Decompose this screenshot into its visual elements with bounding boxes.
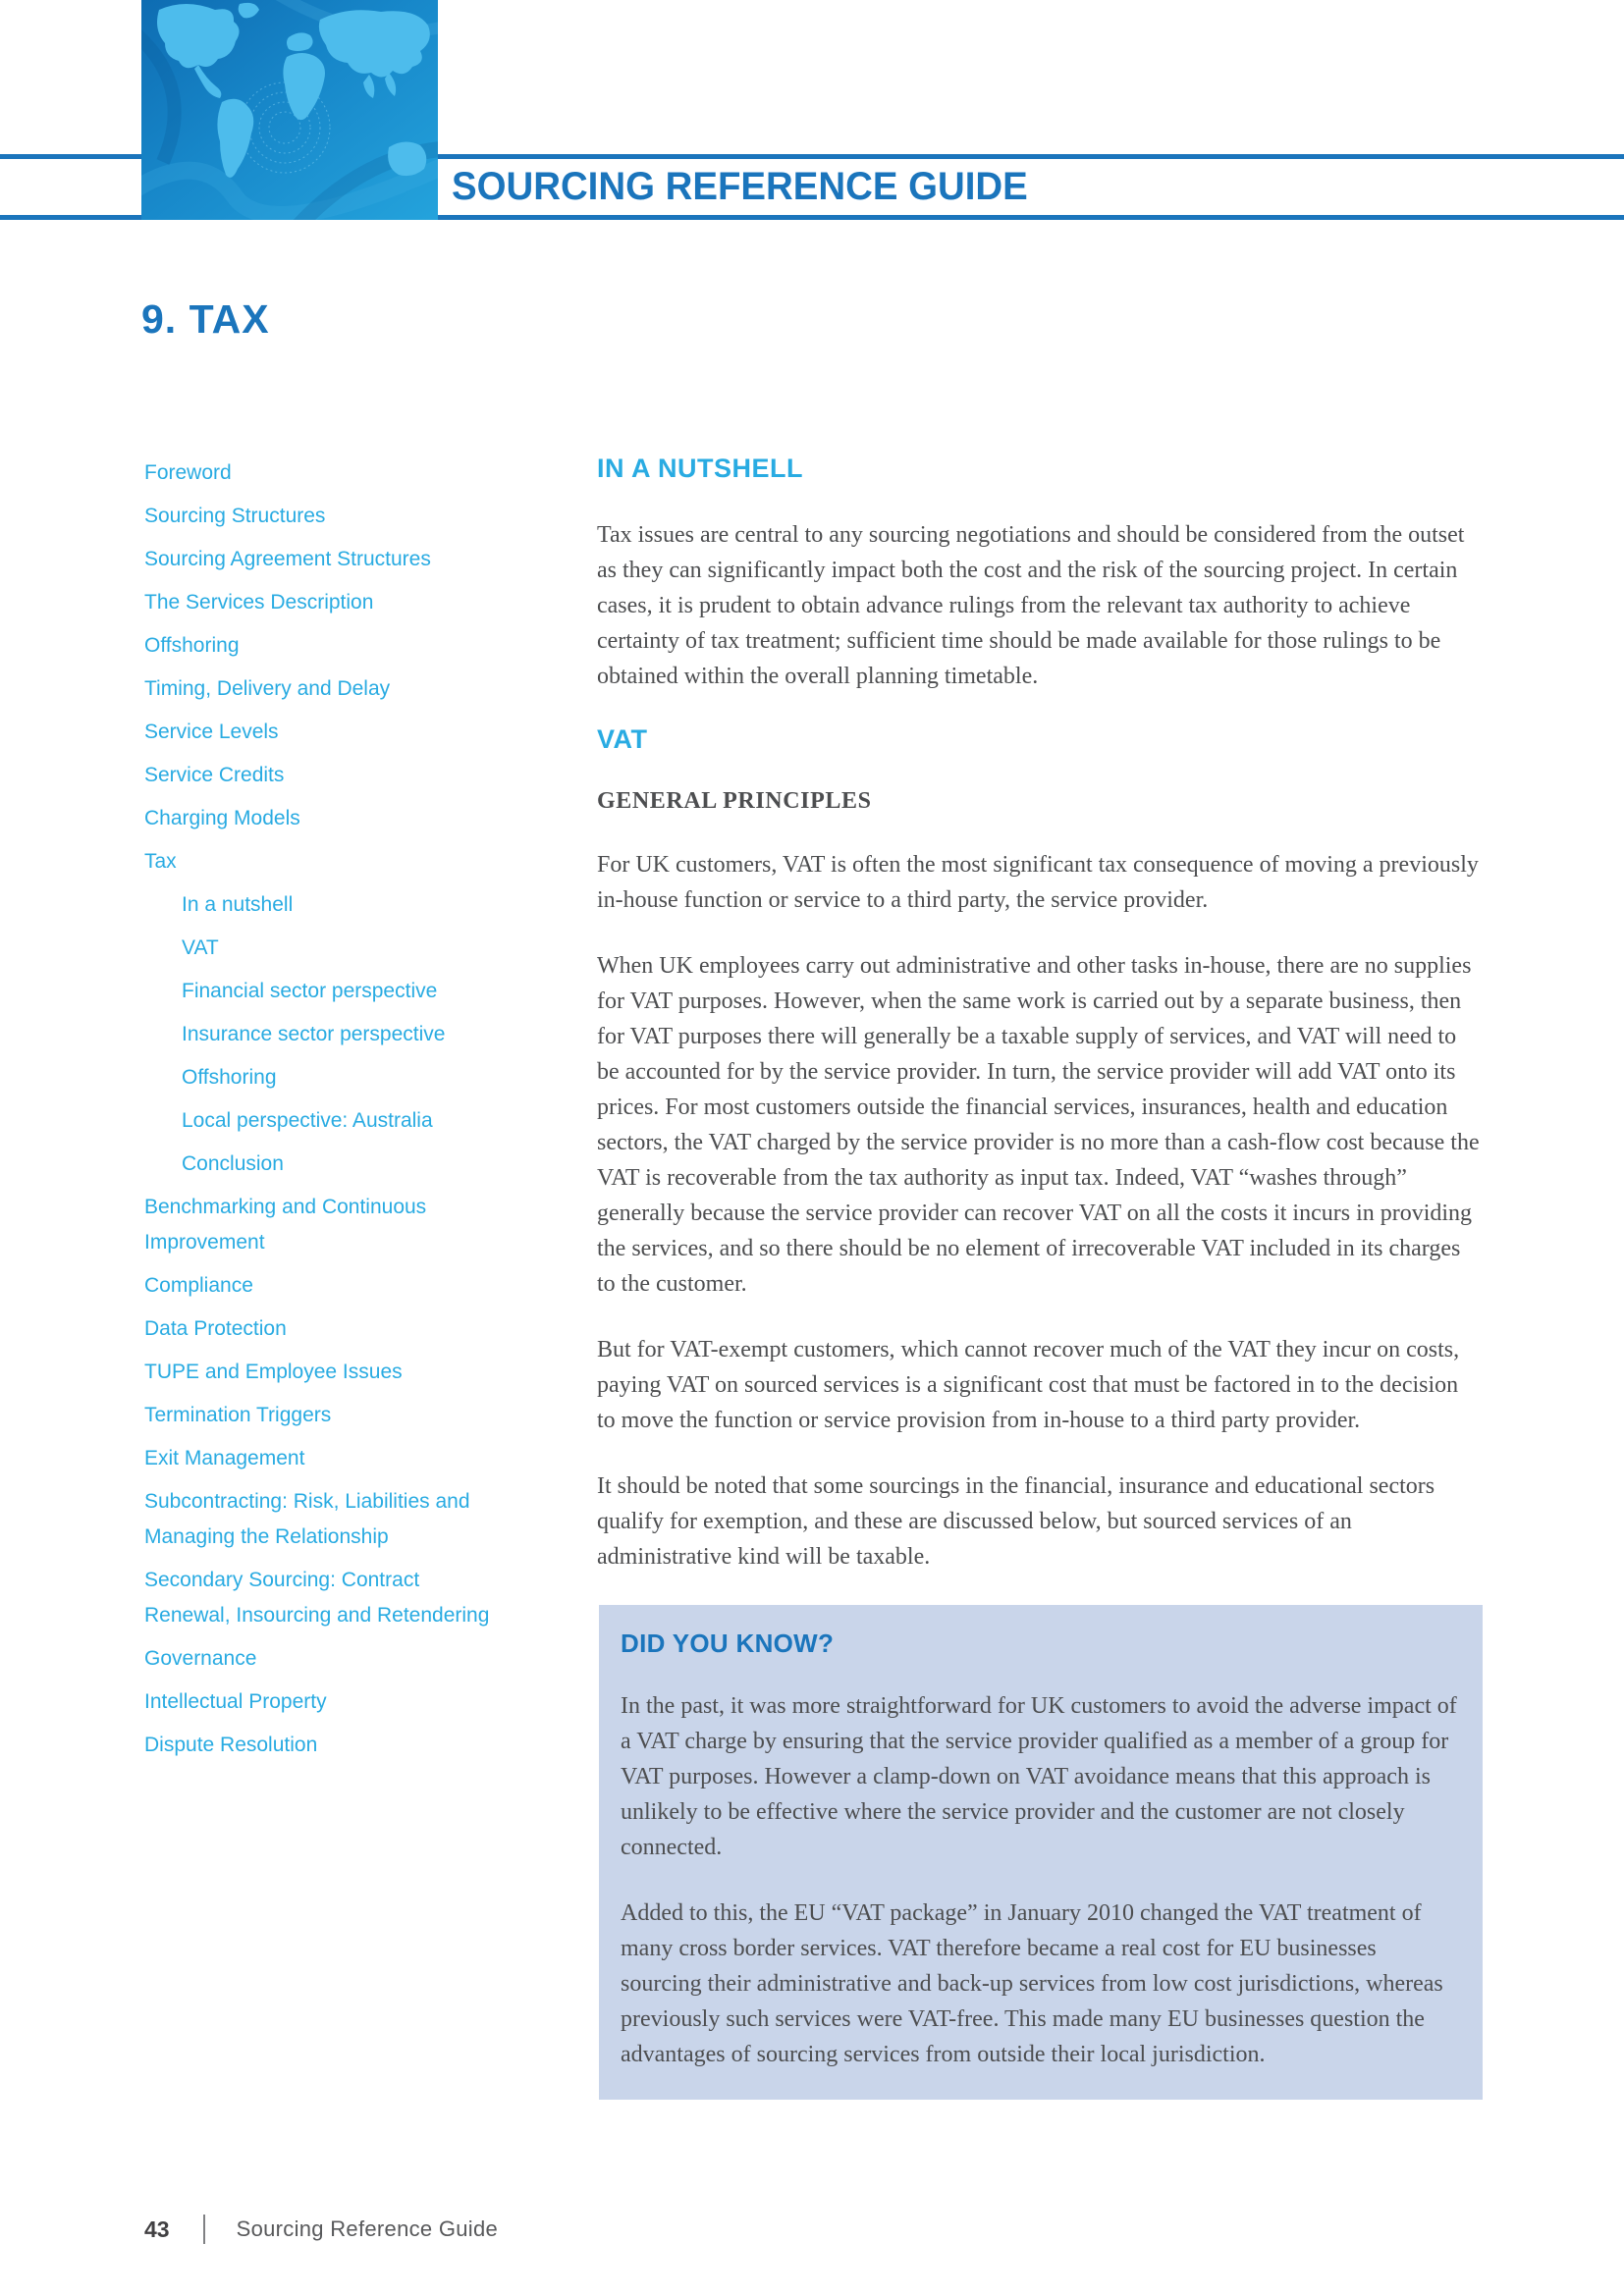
- sidebar-item[interactable]: Termination Triggers: [144, 1404, 332, 1426]
- did-you-know-paragraph: Added to this, the EU “VAT package” in January 2010 changed the VAT treatment of many cross border services. VAT therefore became a real cost for EU businesses sourcing their administrative and back-up services from low cost jurisdictions, whereas previously such services were VAT-free. This made many EU businesses question the advantages of sourcing services from outside their local jurisdiction.: [621, 1900, 1443, 2067]
- sidebar-item[interactable]: Foreword: [144, 461, 232, 484]
- sidebar-item[interactable]: Service Levels: [144, 721, 279, 743]
- page-footer: [144, 2215, 498, 2244]
- toc-list: [144, 455, 490, 1763]
- sidebar-item[interactable]: Subcontracting: Risk, Liabilities and Managing the Relationship: [144, 1490, 470, 1548]
- sidebar-item[interactable]: Exit Management: [144, 1447, 305, 1469]
- sidebar-item[interactable]: TUPE and Employee Issues: [144, 1361, 403, 1383]
- vat-paragraph: For UK customers, VAT is often the most significant tax consequence of moving a previously in-house function or service to a third party, the service provider.: [597, 852, 1479, 913]
- general-principles-heading: GENERAL PRINCIPLES: [597, 788, 872, 814]
- sidebar-toc: [144, 455, 490, 1771]
- sidebar-item[interactable]: Offshoring: [144, 634, 240, 657]
- sidebar-item[interactable]: Secondary Sourcing: Contract Renewal, Insourcing and Retendering: [144, 1569, 490, 1627]
- in-a-nutshell-heading: IN A NUTSHELL: [597, 454, 803, 483]
- sidebar-item[interactable]: Governance: [144, 1647, 257, 1670]
- did-you-know-box: [599, 1605, 1483, 2100]
- sidebar-item[interactable]: Compliance: [144, 1274, 253, 1297]
- sidebar-item[interactable]: Insurance sector perspective: [182, 1023, 446, 1045]
- section-title: 9. TAX: [141, 296, 270, 342]
- sidebar-item[interactable]: Local perspective: Australia: [182, 1109, 433, 1132]
- sidebar-item[interactable]: Timing, Delivery and Delay: [144, 677, 391, 700]
- vat-paragraph: When UK employees carry out administrative and other tasks in-house, there are no supplies for VAT purposes. However, when the same work is carried out by a separate business, then for VAT purposes there will generally be a taxable supply of services, and VAT will need to be accounted for by the service provider. In turn, the service provider will add VAT onto its prices. For most customers outside the financial services, insurances, health and education sectors, the VAT charged by the service provider is no more than a cash-flow cost because the VAT is recoverable from the tax authority as input tax. Indeed, VAT “washes through” generally because the service provider can recover VAT on all the costs it incurs in providing the services, and so there should be no element of irrecoverable VAT included in its charges to the customer.: [597, 953, 1480, 1297]
- sidebar-item[interactable]: Sourcing Structures: [144, 505, 326, 527]
- vat-paragraph: But for VAT-exempt customers, which cannot recover much of the VAT they incur on costs, paying VAT on sourced services is a significant cost that must be factored in to the decision to move the function or service provision from in-house to a third party provider.: [597, 1337, 1460, 1433]
- did-you-know-paragraph: In the past, it was more straightforward for UK customers to avoid the adverse impact of a VAT charge by ensuring that the service provider qualified as a member of a group for VAT purposes. However a clamp-down on VAT avoidance means that this approach is unlikely to be effective where the service provider and the customer are not closely connected.: [621, 1693, 1457, 1860]
- world-map-icon: [141, 0, 438, 220]
- sidebar-item[interactable]: Charging Models: [144, 807, 300, 829]
- nutshell-paragraph: Tax issues are central to any sourcing negotiations and should be considered from the outset as they can significantly impact both the cost and the risk of the sourcing project. In certain cases, it is prudent to obtain advance rulings from the relevant tax authority to achieve certainty of tax treatment; sufficient time should be made available for those rulings to be obtained within the overall planning timetable.: [597, 522, 1465, 689]
- footer-label: Sourcing Reference Guide: [236, 2216, 499, 2241]
- document-title: SOURCING REFERENCE GUIDE: [452, 165, 1028, 208]
- sidebar-item[interactable]: Tax: [144, 850, 177, 873]
- page-number: 43: [144, 2216, 170, 2242]
- sidebar-item[interactable]: Data Protection: [144, 1317, 287, 1340]
- did-you-know-heading: DID YOU KNOW?: [621, 1629, 835, 1658]
- sidebar-item[interactable]: Conclusion: [182, 1152, 284, 1175]
- sidebar-item[interactable]: Intellectual Property: [144, 1690, 327, 1713]
- sidebar-item[interactable]: Dispute Resolution: [144, 1734, 318, 1756]
- main-content: [597, 454, 1481, 2100]
- sidebar-item[interactable]: VAT: [182, 936, 219, 959]
- sidebar-item[interactable]: The Services Description: [144, 591, 374, 614]
- header-rule-right: [438, 154, 1624, 159]
- sidebar-item[interactable]: Sourcing Agreement Structures: [144, 548, 431, 570]
- sidebar-item[interactable]: In a nutshell: [182, 893, 294, 916]
- sidebar-item[interactable]: Service Credits: [144, 764, 285, 786]
- sidebar-item[interactable]: Financial sector perspective: [182, 980, 438, 1002]
- sidebar-item[interactable]: Benchmarking and Continuous Improvement: [144, 1196, 427, 1254]
- footer-divider: [203, 2215, 205, 2244]
- vat-heading: VAT: [597, 724, 648, 754]
- header-rule-left: [0, 154, 141, 159]
- sidebar-item[interactable]: Offshoring: [182, 1066, 277, 1089]
- vat-paragraph: It should be noted that some sourcings in the financial, insurance and educational sectors qualify for exemption, and these are discussed below, but sourced services of an administrative kind will be taxable.: [597, 1473, 1435, 1570]
